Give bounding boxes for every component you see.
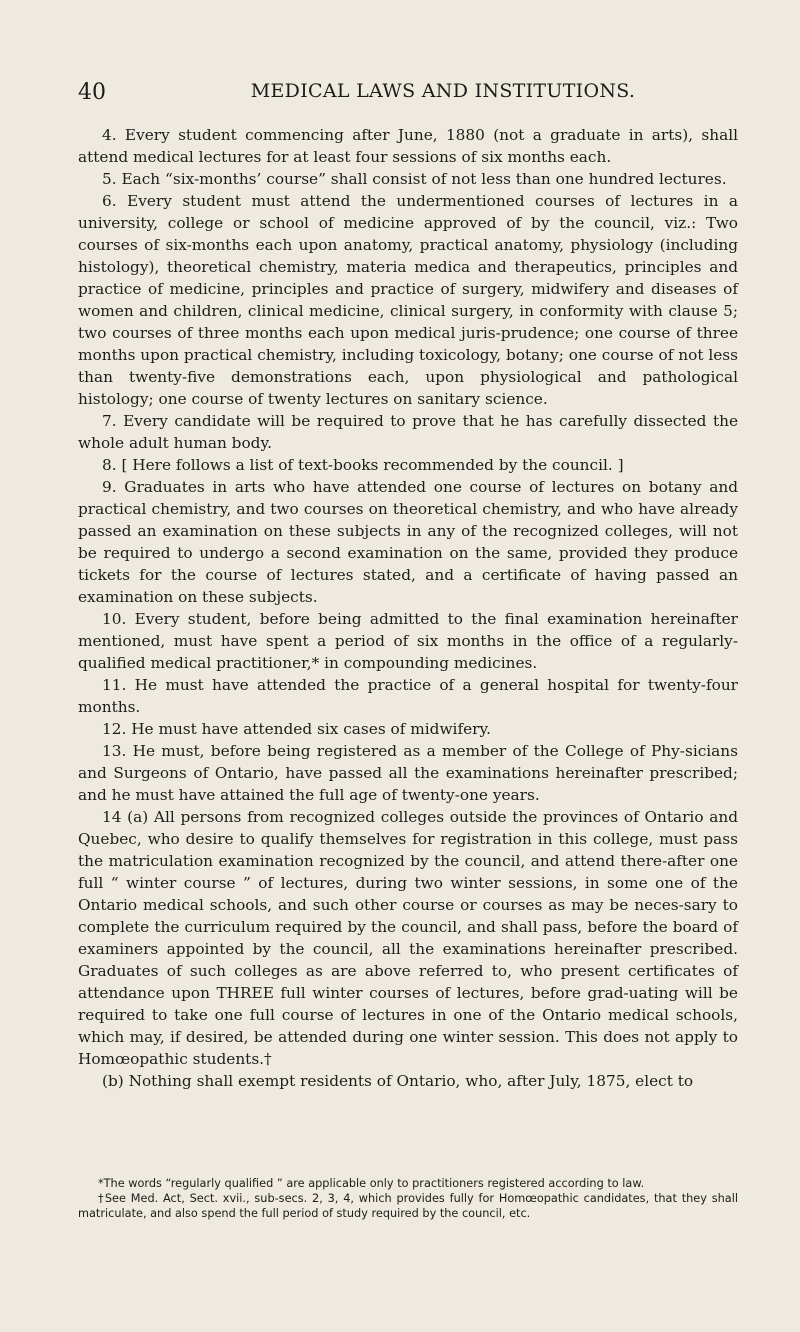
- paragraph-4: 4. Every student commencing after June, 1880 (not a graduate in arts), shall attend medical lectures for at least four sessions of six months each.: [78, 126, 738, 166]
- paragraph-14a: 14 (a) All persons from recognized colleges outside the provinces of Ontario and Quebec, who desire to qualify themselves for registration in this college, must pass the matriculation examination recognized by the council, and attend there-after one full “ winter course ” of lectures, during two winter sessions, in some one of the Ontario medical schools, and such other course or courses as may be neces-sary to complete the curriculum required by the council, and shall pass, before the board of examiners appointed by the council, all the examinations hereinafter prescribed. Graduates of such colleges as are above referred to, who present certificates of attendance upon THREE full winter courses of lectures, before grad-uating will be required to take one full course of lectures in one of the Ontario medical schools, which may, if desired, be attended during one winter session. This does not apply to Homœopathic students.†: [78, 808, 738, 1068]
- paragraph-7: 7. Every candidate will be required to prove that he has carefully dissected the whole adult human body.: [78, 412, 738, 452]
- footnotes: [78, 1176, 738, 1221]
- paragraph-11: 11. He must have attended the practice of a general hospital for twenty-four months.: [78, 676, 738, 716]
- body-text: [78, 124, 738, 1092]
- footnote-asterisk: *The words “regularly qualified ” are applicable only to practitioners registered according to law.: [98, 1177, 645, 1190]
- paragraph-5: 5. Each “six-months’ course” shall consist of not less than one hundred lectures.: [102, 170, 727, 188]
- paragraph-9: 9. Graduates in arts who have attended one course of lectures on botany and practical chemistry, and two courses on theoretical chemistry, and who have already passed an examination on these subjects in any of the recognized colleges, will not be required to undergo a second examination on the same, provided they produce tickets for the course of lectures stated, and a certificate of having passed an examination on these subjects.: [78, 478, 738, 606]
- running-title: MEDICAL LAWS AND INSTITUTIONS.: [250, 80, 636, 102]
- paragraph-14b: (b) Nothing shall exempt residents of Ontario, who, after July, 1875, elect to: [102, 1072, 694, 1090]
- paragraph-13: 13. He must, before being registered as a member of the College of Phy-sicians and Surgeons of Ontario, have passed all the examinations hereinafter prescribed; and he must have attained the full age of twenty-one years.: [78, 742, 738, 804]
- paragraph-6: 6. Every student must attend the undermentioned courses of lectures in a university, college or school of medicine approved of by the council, viz.: Two courses of six-months each upon anatomy, practical anatomy, physiology (including histology), theoretical chemistry, materia medica and therapeutics, principles and practice of medicine, principles and practice of surgery, midwifery and diseases of women and children, clinical medicine, clinical surgery, in conformity with clause 5; two courses of three months each upon medical juris-prudence; one course of three months upon practical chemistry, including toxicology, botany; one course of not less than twenty-five demonstrations each, upon physiological and pathological histology; one course of twenty lectures on sanitary science.: [78, 192, 738, 408]
- paragraph-12: 12. He must have attended six cases of midwifery.: [102, 720, 491, 738]
- paragraph-10: 10. Every student, before being admitted to the final examination hereinafter mentioned, must have spent a period of six months in the office of a regularly-qualified medical practitioner,* in compounding medicines.: [78, 610, 738, 672]
- page-number: 40: [78, 80, 106, 105]
- footnote-dagger: †See Med. Act, Sect. xvii., sub-secs. 2, 3, 4, which provides fully for Homœopathic candidates, that they shall matriculate, and also spend the full period of study required by the council, etc.: [78, 1192, 738, 1220]
- page-header: [78, 80, 738, 108]
- paragraph-8: 8. [ Here follows a list of text-books recommended by the council. ]: [102, 456, 624, 474]
